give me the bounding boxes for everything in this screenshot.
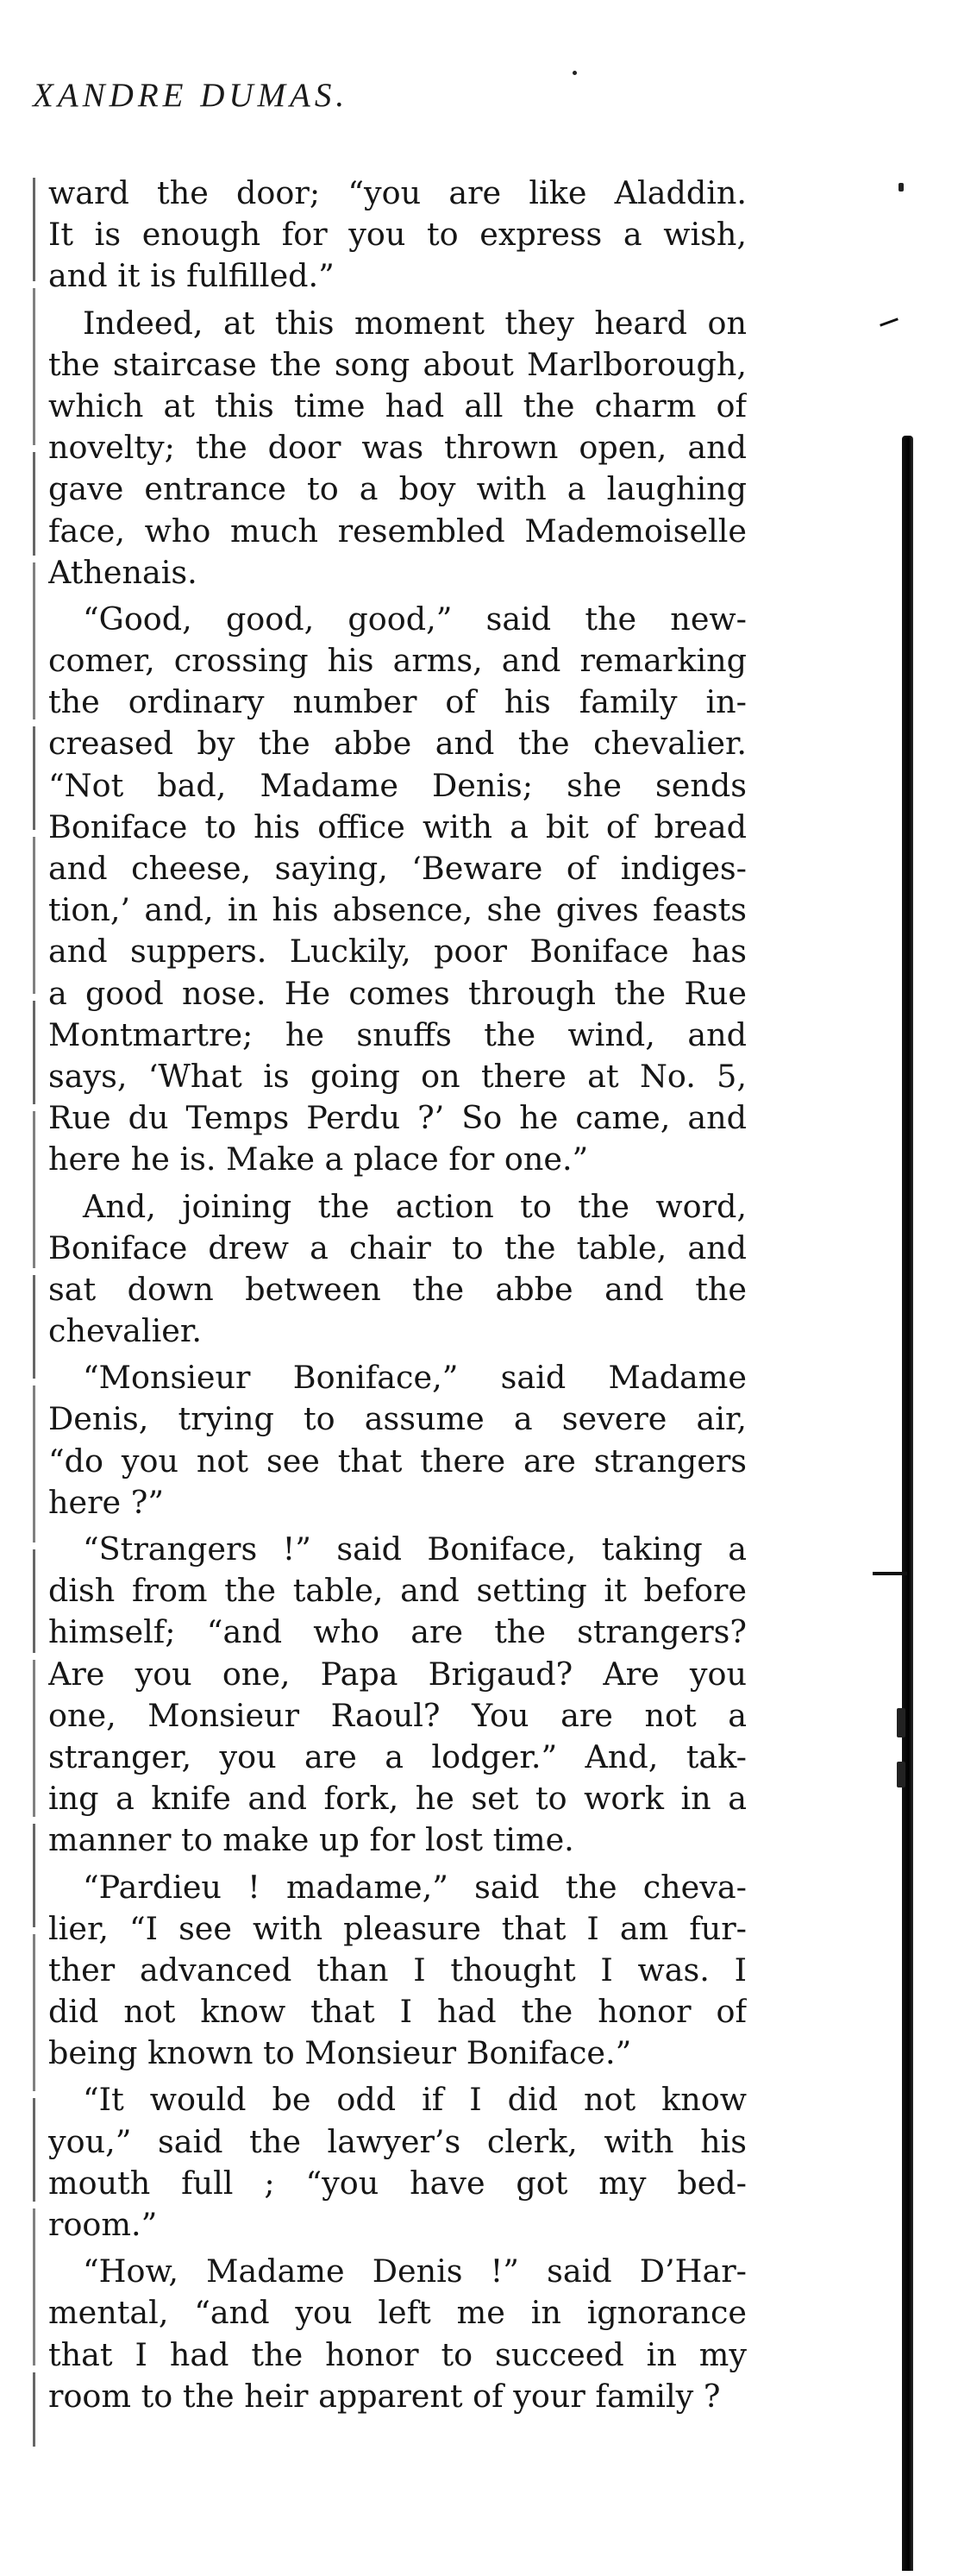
text-line: chevalier. <box>48 1312 202 1350</box>
gutter-mark <box>899 183 904 192</box>
gutter-mark <box>897 1708 905 1737</box>
text-line: “Not bad, Madame Denis; she sends <box>48 766 747 804</box>
binding-shadow <box>902 436 913 2571</box>
gutter-tick <box>880 317 899 326</box>
text-line: creased by the abbe and the chevalier. <box>48 725 747 763</box>
text-line: gave entrance to a boy with a laughing <box>48 470 747 508</box>
text-line: Boniface drew a chair to the table, and <box>48 1228 747 1266</box>
running-header: XANDRE DUMAS. <box>33 77 349 114</box>
text-line: “Pardieu ! madame,” said the cheva- <box>83 1868 747 1906</box>
ink-speck <box>573 71 577 75</box>
text-line: Montmartre; he snuffs the wind, and <box>48 1015 747 1053</box>
text-line: ward the door; “you are like Aladdin. <box>48 174 747 211</box>
text-line: room.” <box>48 2206 158 2243</box>
text-line: that I had the honor to succeed in my <box>48 2335 747 2373</box>
text-line: and suppers. Luckily, poor Boniface has <box>48 933 747 971</box>
text-line: a good nose. He comes through the Rue <box>48 974 747 1012</box>
text-line: Rue du Temps Perdu ?’ So he came, and <box>48 1099 747 1137</box>
text-line: room to the heir apparent of your family ? <box>48 2377 721 2415</box>
text-line: “How, Madame Denis !” said D’Har- <box>83 2252 747 2290</box>
text-line: tion,’ and, in his absence, she gives feasts <box>48 891 747 929</box>
text-line: ing a knife and fork, he set to work in a <box>48 1780 747 1818</box>
text-line: Indeed, at this moment they heard on <box>83 304 747 342</box>
paragraph <box>48 1867 747 2075</box>
text-line: one, Monsieur Raoul? You are not a <box>48 1696 747 1734</box>
text-line: It is enough for you to express a wish, <box>48 216 747 254</box>
text-line: and cheese, saying, ‘Beware of indiges- <box>48 850 747 887</box>
text-line: sat down between the abbe and the <box>48 1270 747 1308</box>
paragraph <box>48 1529 747 1862</box>
text-line: “It would be odd if I did not know <box>83 2081 747 2119</box>
text-line: the ordinary number of his family in- <box>48 683 747 721</box>
text-line: which at this time had all the charm of <box>48 386 747 424</box>
text-line: says, ‘What is going on there at No. 5, <box>48 1057 747 1095</box>
paragraph <box>48 303 747 594</box>
gutter-mark <box>897 1762 905 1787</box>
text-line: novelty; the door was thrown open, and <box>48 429 747 467</box>
text-line: “do you not see that there are strangers <box>48 1442 747 1480</box>
text-line: manner to make up for lost time. <box>48 1821 574 1859</box>
paragraph <box>48 2251 747 2417</box>
text-line: Athenais. <box>48 553 197 591</box>
text-line: ther advanced than I thought I was. I <box>48 1951 747 1989</box>
paragraph <box>48 2079 747 2246</box>
column-rule <box>33 178 35 2447</box>
text-line: comer, crossing his arms, and remarking <box>48 642 747 680</box>
text-line: Denis, trying to assume a severe air, <box>48 1400 747 1438</box>
text-line: you,” said the lawyer’s clerk, with his <box>48 2122 747 2160</box>
paragraph <box>48 173 747 298</box>
text-line: And, joining the action to the word, <box>83 1187 747 1225</box>
text-line: face, who much resembled Mademoiselle <box>48 512 747 550</box>
text-line: himself; “and who are the strangers? <box>48 1613 747 1651</box>
text-line: and it is fulfilled.” <box>48 257 335 295</box>
text-line: “Strangers !” said Boniface, taking a <box>83 1530 747 1568</box>
text-line: “Monsieur Boniface,” said Madame <box>83 1359 747 1397</box>
text-line: Boniface to his office with a bit of bread <box>48 807 747 845</box>
text-line: here ?” <box>48 1483 164 1521</box>
text-line: mouth full ; “you have got my bed- <box>48 2164 747 2202</box>
paragraph <box>48 1357 747 1524</box>
text-line: mental, “and you left me in ignorance <box>48 2294 747 2332</box>
text-line: lier, “I see with pleasure that I am fur- <box>48 1909 747 1947</box>
paragraph <box>48 1186 747 1353</box>
text-line: Are you one, Papa Brigaud? Are you <box>48 1655 747 1693</box>
paragraph <box>48 599 747 1181</box>
gutter-tick <box>873 1572 907 1575</box>
text-line: stranger, you are a lodger.” And, tak- <box>48 1737 747 1775</box>
text-column <box>48 173 747 2417</box>
text-line: the staircase the song about Marlborough, <box>48 345 747 383</box>
text-line: here he is. Make a place for one.” <box>48 1140 589 1178</box>
text-line: being known to Monsieur Boniface.” <box>48 2034 632 2072</box>
text-line: did not know that I had the honor of <box>48 1993 747 2031</box>
text-line: dish from the table, and setting it before <box>48 1572 747 1610</box>
text-line: “Good, good, good,” said the new- <box>83 600 747 638</box>
